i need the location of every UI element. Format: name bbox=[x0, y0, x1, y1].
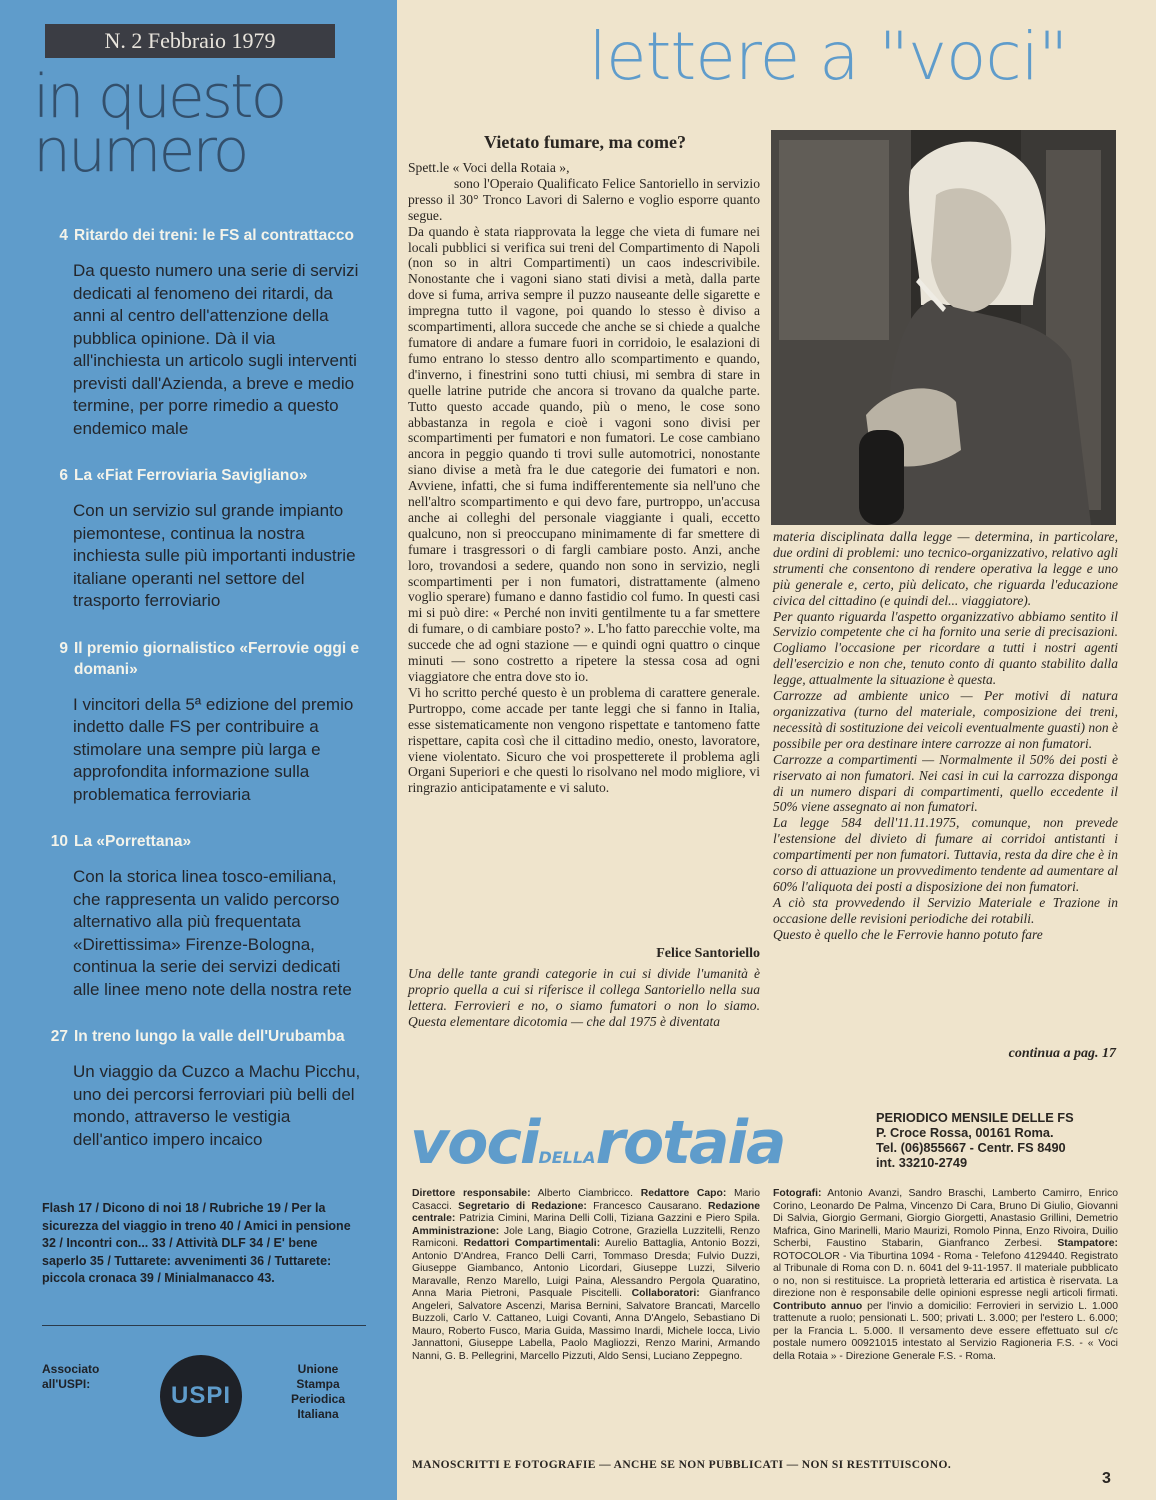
toc-title: La «Fiat Ferroviaria Savigliano» bbox=[74, 467, 308, 484]
credit-label: Redattore Capo: bbox=[640, 1188, 727, 1199]
toc-item[interactable] bbox=[40, 638, 365, 807]
logo-part: voci bbox=[410, 1108, 539, 1178]
toc-title: Ritardo dei treni: le FS al contrattacco bbox=[74, 227, 354, 244]
credit-label: Stampatore: bbox=[1057, 1238, 1118, 1249]
letter-salutation: Spett.le « Voci della Rotaia », bbox=[408, 160, 570, 175]
toc-item[interactable] bbox=[40, 465, 365, 613]
credit-text: Francesco Causarano. bbox=[586, 1200, 709, 1212]
credit-label: Redattori Compartimentali: bbox=[463, 1238, 601, 1249]
masthead-info bbox=[876, 1110, 1118, 1170]
unione-stampa-label: Unione Stampa Periodica Italiana bbox=[290, 1362, 346, 1421]
toc-description: Un viaggio da Cuzco a Machu Picchu, uno dei percorsi ferroviari più belli del mondo, attraverso le vestigia dell'antico impero incaico bbox=[73, 1062, 361, 1149]
credit-text: Patrizia Cimini, Marina Delli Colli, Tiziana Gazzini e Piero Spila. bbox=[455, 1213, 760, 1224]
uspi-logo: USPI bbox=[160, 1355, 242, 1437]
credit-label: Segretario di Redazione: bbox=[458, 1200, 587, 1212]
letter-paragraph: Da quando è stata riapprovata la legge che vieta di fumare nei locali pubblici si verifica sui treni del Compartimento di Napoli (non so in altri Compartimenti) un caos indescrivibile. Nonostante che i vagoni siano stati divisi a metà, dalla parte dove si fuma, arriva sempre il puzzo nauseante delle sigarette e impregna tutto il vagone, poi quando lo stesso è diviso a scompartimenti, allora succede che anche se si chiede a qualche fumatore di andare a fumare fuori in corridoio, le esalazioni di fumo entrano lo stesso dentro allo scompartimento e quando, d'inverno, i finestrini sono tutti chiusi, mi sembra di stare in quelle latrine putride che ancora si trovano da qualche parte. Tutto questo accade quando, più o meno, le cose sono abbastanza in regola e cioè i vagoni sono divisi per scompartimenti per fumatori e non fumatori. Le cose cambiano ancora in peggio quando ti trovi sulle automotrici, nonostante siano divise a metà fra le due categorie dei fumatori e non. Avviene, infatti, che si fuma indifferentemente sia nell'uno che nell'altro scompartimento e qui devo fare, purtroppo, un'accusa anche ai colleghi del personale viaggiante i quali, eccetto qualcuno, non si preoccupano minimamente di far smettere di fumare i trasgressori o di fargli cambiare posto. Anzi, anche loro, trovandosi a sedere, quando non sono in servizio, negli scompartimenti per i non fumatori, distrattamente (almeno voglio sperare) fumano e danno fastidio col fumo. In questi casi mi si può dire: « Perché non inviti gentilmente tu a far smettere di fumare, o di cambiare posto? ». L'ho fatto parecchie volte, ma succede che ad ogni stazione — e quindi ogni quattro o cinque minuti — sono costretto a ripetere la stessa cosa ad ogni viaggiatore che entra dove sto io. bbox=[408, 223, 760, 684]
letter-paragraph: Vi ho scritto perché questo è un problema di carattere generale. Purtroppo, come accade per tante leggi che si fanno in Italia, esse sistematicamente non vengono rispettate e tantomeno fatte rispettare, capita così che il cittadino medio, onesto, lavoratore, viene violentato. Sicuro che voi prospetterete il problema agli Organi Superiori e che questi lo risolvano nel modo migliore, vi ringrazio anticipatamente e vi saluto. bbox=[408, 684, 760, 796]
reply-paragraph: Questo è quello che le Ferrovie hanno potuto fare bbox=[773, 926, 1043, 942]
staff-credits-left bbox=[412, 1188, 760, 1363]
photo-illustration bbox=[771, 130, 1116, 525]
issue-label: N. 2 Febbraio 1979 bbox=[45, 24, 335, 58]
masthead-line: int. 33210-2749 bbox=[876, 1155, 968, 1170]
credit-label: Amministrazione: bbox=[412, 1225, 500, 1237]
masthead-line: PERIODICO MENSILE DELLE FS bbox=[876, 1110, 1074, 1125]
voci-della-rotaia-logo bbox=[410, 1108, 840, 1193]
staff-credits-right bbox=[773, 1188, 1118, 1363]
editorial-reply-continued bbox=[773, 529, 1118, 943]
page-number: 3 bbox=[1102, 1470, 1111, 1487]
toc-title: La «Porrettana» bbox=[74, 833, 192, 850]
credit-text: Gianfranco Angeleri, Salvatore Ascenzi, Marisa Bernini, Salvatore Brancati, Marcello Buzzoli, Carlo V. Cattaneo, Luigi Covanti, Anna D'Angelo, Sebastiano Di Mauro, Roberto Fusco, Maria Guida, Massimo Inardi, Michele Iocca, Livio Jannattoni, Giuseppe Labella, Paolo Magliozzi, Renzo Marini, Armando Nanni, G. B. Pellegrini, Marcello Pizzuti, Aldo Sensi, Luciano Zeppegno. bbox=[412, 1288, 761, 1362]
section-banner: lettere a "voci" bbox=[588, 18, 1068, 95]
credit-label: Collaboratori: bbox=[631, 1288, 700, 1299]
reply-paragraph: Carrozze a compartimenti — Normalmente il 50% dei posti è riservato ai non fumatori. Nei casi in cui la carrozza disponga di un numero dispari di compartimenti, quello eccedente il 50% viene assegnato ai non fumatori. bbox=[773, 751, 1118, 815]
letter-paragraph: sono l'Operaio Qualificato Felice Santoriello in servizio presso il 30° Tronco Lavori di Salerno e voglio esporre quanto segue. bbox=[408, 175, 760, 223]
rubriche-list: Flash 17 / Dicono di noi 18 / Rubriche 19 / Per la sicurezza del viaggio in treno 40 / Amici in pensione 32 / Incontri con... 33 / Attività DLF 34 / E' bene saperlo 35 / Tuttarete: avvenimenti 36 / Tuttarete: piccola cronaca 39 / Minialmanacco 43. bbox=[42, 1201, 351, 1285]
toc-page-number: 10 bbox=[50, 833, 68, 850]
credit-text: per l'invio a domicilio: Ferrovieri in servizio L. 1.000 trattenute a ruolo; pensionati L. 500; privati L. 3.000; per l'estero L. 6.000; per la Francia L. 5.000. Il versamento deve essere effettuato sul c/c postale numero 00921015 intestato al Servizio Ragioneria F.S. - « Voci della Rotaia » - Direzione Generale F.S. - Roma. bbox=[773, 1300, 1118, 1362]
toc-page-number: 9 bbox=[59, 639, 68, 657]
woman-lighting-cigarette-photo bbox=[771, 130, 1116, 525]
credit-text: Aurelio Battaglia, Antonio Bozzi, Antonio D'Andrea, Franco Delli Carri, Tommaso Dresda; Fulvio Duzzi, Giuseppe Giambanco, Antonio Licordari, Giuseppe Luzzi, Silverio Maravalle, Renzo Marello, Luigi Paina, Alessandro Pergola Quaratino, Anna Maria Pietroni, Pasquale Piscitelli. bbox=[412, 1238, 760, 1299]
logo-part: DELLA bbox=[538, 1148, 596, 1167]
toc-page-number: 4 bbox=[59, 227, 68, 244]
toc-item[interactable] bbox=[40, 225, 365, 440]
divider bbox=[42, 1325, 366, 1326]
toc-title: Il premio giornalistico «Ferrovie oggi e domani» bbox=[74, 639, 360, 678]
reply-paragraph: A ciò sta provvedendo il Servizio Materiale e Trazione in occasione delle revisioni periodiche dei rotabili. bbox=[773, 894, 1118, 926]
toc-title: In treno lungo la valle dell'Urubamba bbox=[74, 1028, 345, 1045]
footer-notice: MANOSCRITTI E FOTOGRAFIE — ANCHE SE NON PUBBLICATI — NON SI RESTITUISCONO. bbox=[412, 1459, 952, 1471]
letter-body bbox=[408, 160, 760, 796]
credit-label: Redazione centrale: bbox=[412, 1200, 761, 1224]
toc-item[interactable] bbox=[40, 831, 365, 1001]
toc-item[interactable] bbox=[40, 1026, 365, 1151]
letter-title: Vietato fumare, ma come? bbox=[484, 132, 686, 152]
reply-paragraph: La legge 584 dell'11.11.1975, comunque, non prevede l'estensione del divieto di fumare ai corridoi antistanti i compartimenti per non fumatori. Tuttavia, resta da dire che è in corso di attuazione un provvedimento tendente ad aumentare al 60% l'aliquota dei posti a disposizione dei non fumatori. bbox=[773, 815, 1118, 894]
toc-description: Con la storica linea tosco-emiliana, che rappresenta un valido percorso alternativo alla più frequentata «Direttissima» Firenze-Bologna, continua la serie dei servizi dedicati alle linee meno note della nostra rete bbox=[73, 867, 352, 999]
masthead-line: Tel. (06)855667 - Centr. FS 8490 bbox=[876, 1140, 1066, 1155]
reply-paragraph: Carrozze ad ambiente unico — Per motivi di natura organizzativa (turno del materiale, composizione dei treni, necessità di sostituzione dei veicoli eventualmente guasti) non è possibile per ora destinare intere carrozze ai non fumatori. bbox=[773, 688, 1118, 751]
logo-part: rotaia bbox=[595, 1108, 785, 1178]
reply-paragraph: materia disciplinata dalla legge — determina, in particolare, due ordini di problemi: uno tecnico-organizzativo, relativo agli strumenti che consentono di rendere operativa la legge e uno più generale e, certo, più delicato, che riguarda l'educazione civica del cittadino (e quindi del... viaggiatore). bbox=[773, 529, 1118, 608]
in-questo-numero-heading: in questo numero bbox=[33, 62, 285, 186]
letter-signature: Felice Santoriello bbox=[656, 946, 760, 961]
table-of-contents bbox=[40, 225, 365, 1176]
credit-text: Antonio Avanzi, Sandro Braschi, Lamberto Camirro, Enrico Corino, Leonardo De Palma, Vincenzo Di Cara, Bruno Di Giulio, Giovanni Di Salvia, Giorgio Germani, Giorgio Giorgetti, Anastasio Grillini, Demetrio Mafrica, Gino Marinelli, Mario Maurizi, Romolo Pinna, Enzo Rivoira, Duilio Scherbi, Faustino Stabarin, Gianfranco Zerbesi. bbox=[773, 1188, 1118, 1249]
masthead-line: P. Croce Rossa, 00161 Roma. bbox=[876, 1125, 1054, 1140]
reply-paragraph: Una delle tante grandi categorie in cui si divide l'umanità è proprio quella a cui si riferisce il collega Santoriello nella sua lettera. Ferrovieri e no, o siamo fumatori o non lo siamo. Questa elementare dicotomia — che dal 1975 è diventata bbox=[408, 966, 760, 1029]
toc-description: Con un servizio sul grande impianto piemontese, continua la nostra inchiesta sulle più importanti industrie italiane operanti nel settore del trasporto ferroviario bbox=[73, 501, 356, 610]
continued-link[interactable]: continua a pag. 17 bbox=[1008, 1046, 1116, 1061]
credit-label: Contributo annuo bbox=[773, 1300, 863, 1312]
reply-paragraph: Per quanto riguarda l'aspetto organizzativo abbiamo sentito il Servizio competente che ci ha fornito una serie di precisazioni. Cogliamo l'occasione per ricordare a tutti i nostri agenti dell'esercizio e non che, tenuto conto di quanto stabilito dalla legge, attualmente la situazione è questa. bbox=[773, 608, 1118, 688]
editorial-reply bbox=[408, 966, 760, 1030]
credit-label: Direttore responsabile: bbox=[412, 1188, 531, 1199]
credit-text: Jole Lang, Biagio Cotrone, Graziella Luzzitelli, Renzo Ramiconi. bbox=[412, 1225, 760, 1249]
left-sidebar bbox=[0, 0, 397, 1500]
credit-text: ROTOCOLOR - Via Tiburtina 1094 - Roma - Telefono 4129440. Registrato al Tribunale di Roma con D. n. 6041 del 9-11-1957. Il materiale pubblicato o no, non si restituisce. La proprietà letteraria ed artistica è riservata. La direzione non è responsabile delle opinioni espresse negli articoli firmati. bbox=[773, 1250, 1118, 1299]
credit-label: Fotografi: bbox=[773, 1188, 822, 1199]
toc-description: I vincitori della 5ª edizione del premio indetto dalle FS per contribuire a stimolare una sempre più larga e approfondita informazione sulla problematica ferroviaria bbox=[73, 694, 354, 804]
credit-text: Mario Casacci. bbox=[412, 1188, 760, 1212]
toc-page-number: 27 bbox=[50, 1028, 68, 1045]
toc-page-number: 6 bbox=[59, 467, 68, 484]
toc-description: Da questo numero una serie di servizi dedicati al fenomeno dei ritardi, da anni al centro dell'attenzione della pubblica opinione. Dà il via all'inchiesta un articolo sugli interventi previsti dall'Azienda, a breve e medio termine, per porre rimedio a questo endemico male bbox=[73, 261, 359, 438]
credit-text: Alberto Ciambricco. bbox=[530, 1188, 641, 1199]
associato-label: Associato all'USPI: bbox=[42, 1362, 100, 1391]
